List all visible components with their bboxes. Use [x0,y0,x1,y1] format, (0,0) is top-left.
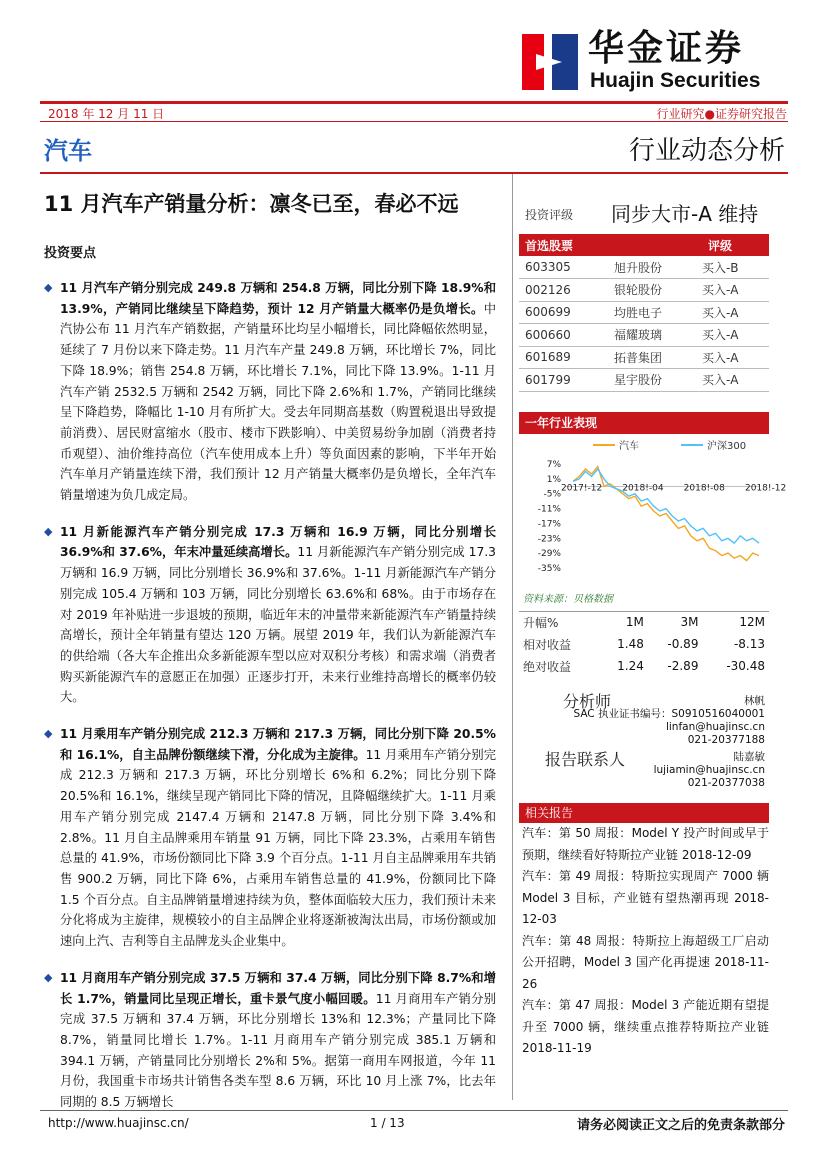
chart-legend [593,439,746,452]
table-row [519,633,769,655]
stock-name: 银轮股份 [614,279,702,302]
paragraph-lead: 11 月商用车产销分别完成 37.5 万辆和 37.4 万辆，同比分别下降 8.7%和增长 1.7%，销量同比呈现正增长，重卡景气度小幅回暖。 [60,970,496,1006]
footer-rule [40,1110,788,1111]
paragraph-lead: 11 月汽车产销分别完成 249.8 万辆和 254.8 万辆，同比分别下降 18.9%和 13.9%，产销同比继续呈下降趋势，预计 12 月产销量大概率仍是负增长。 [60,281,496,316]
page-number: 1 / 13 [370,1116,405,1130]
table-row [519,324,769,347]
header-bottom-rule [40,172,788,174]
contact-role: 报告联系人 [545,750,626,769]
perf-value: 1.48 [617,637,644,651]
stock-rating: 买入-B [702,256,769,279]
paragraph-lead: 11 月新能源汽车产销分别完成 17.3 万辆和 16.9 万辆，同比分别增长 36.9%和 37.6%，年末冲量延续高增长。 [60,524,496,560]
rating-label: 投资评级 [525,208,574,222]
related-report-item[interactable]: 汽车：第 47 周报：Model 3 产能近期有望提升至 7000 辆，继续重点推荐特斯拉产业链 2018-11-19 [522,998,769,1055]
stock-rating: 买入-A [702,346,769,369]
performance-table [519,611,769,678]
related-report-item[interactable]: 汽车：第 49 周报：特斯拉实现周产 7000 辆 Model 3 目标，产业链有望热潮再现 2018-12-03 [522,869,769,926]
paragraph-text: 中汽协公布 11 月汽车产销数据，产销量环比均呈小幅增长，同比降幅依然明显，延续了 7 月份以来下降走势。11 月汽车产量 249.8 万辆，环比增长 7%，同比下降 18.9%；销售 254.8 万辆，环比增长 7.1%，同比下降 13.9%。1-11 月汽车产销 2532.5 万辆和 2542 万辆，同比下降 2.6%和 1.7%，产销同比继续呈下降趋势，降幅比 1-10 月有所扩大。受去年同期高基数（购置税退出导致提前消费）、居民财富缩水（股市、楼市下跌影响）、中美贸易纷争加剧（消费者持币观望）、油价维持高位（汽车使用成本上升）等负面因素的影响，下半年开始汽车单月产销量连续下滑，我们预计 12 月产销量大概率仍是负增长，全年汽车销量增速为负几成定局。 [60,301,496,503]
stock-code: 603305 [519,256,614,279]
legend-label: 汽车 [619,440,639,452]
logo-cn-text: 华金证券 [588,28,745,69]
body-paragraph [44,968,496,1113]
perf-header: 12M [739,615,765,630]
y-tick-label: -11% [537,504,561,515]
table-row [519,655,769,677]
stock-rating: 买入-A [702,369,769,392]
perf-value: -0.89 [667,637,699,651]
diamond-bullet-icon: ◆ [44,524,53,538]
contact-info [654,751,765,790]
stock-code: 600699 [519,301,614,324]
table-row [519,256,769,279]
huajin-logo-icon [522,34,578,90]
table-row [519,301,769,324]
header-mid-rule [40,121,788,122]
column-divider [512,174,513,1100]
sidebar [519,190,787,1060]
body-paragraph [44,522,496,708]
x-tick-label: 2018!-08 [683,482,725,493]
analyst-phone: 021-20377188 [687,734,765,746]
y-tick-label: -17% [537,518,561,529]
sector-label: 汽车 [44,137,92,165]
rating-value: 同步大市-A 维持 [611,202,759,226]
stock-rating: 买入-A [702,324,769,347]
analyst-info [573,695,765,747]
report-type: 行业动态分析 [628,136,785,166]
table-row [519,369,769,392]
related-report-item[interactable]: 汽车：第 50 周报：Model Y 投产时间或早于预期，继续看好特斯拉产业链 2018-12-09 [522,826,769,862]
company-logo [522,30,772,94]
disclaimer-note: 请务必阅读正文之后的免责条款部分 [576,1118,785,1133]
paragraph-text: 11 月乘用车产销分别完成 212.3 万辆和 217.3 万辆，环比分别增长 6%和 6.2%；同比分别下降 20.5%和 16.1%，继续呈现产销同比下降的情况，且降幅继续扩大。1-11 月乘用车产销分别完成 2147.4 万辆和 2147.8 万辆，同比分别下降 3.4%和 2.8%。11 月自主品牌乘用车销量 91 万辆，同比下降 23.3%，占乘用车销售总量的 41.9%，市场份额同比下降 3.9 个百分点。1-11 月自主品牌乘用车共销售 900.2 万辆，同比下降 6%，占乘用车销售总量的 41.9%，份额同比下降 1.5 个百分点。自主品牌销量增速持续为负，整体面临较大压力，我们预计未来分化将成为主旋律，规模较小的自主品牌企业将逐渐被淘汰出局，市场份额或加速向上汽、吉利等自主品牌龙头企业集中。 [60,747,496,949]
chart-section-title: 一年行业表现 [519,412,769,434]
table-row [519,611,769,633]
perf-header: 3M [680,615,699,630]
analyst-cert: SAC 执业证书编号：S0910516040001 [573,708,765,720]
logo-en-text: Huajin Securities [590,69,761,92]
report-date: 2018 年 12 月 11 日 [48,107,165,121]
stock-code: 601689 [519,346,614,369]
x-tick-label: 2017!-12 [561,482,603,493]
line-chart [519,434,787,584]
contact-email[interactable]: lujiamin@huajinsc.cn [653,764,765,776]
perf-value: -8.13 [733,637,765,651]
stock-rating: 买入-A [702,301,769,324]
analyst-email[interactable]: linfan@huajinsc.cn [665,721,765,733]
stock-table [519,234,769,392]
analyst-name: 林帆 [744,695,765,707]
chart-source: 资料来源：贝格数据 [523,593,613,605]
perf-label: 相对收益 [523,637,572,652]
y-tick-label: -23% [537,533,561,544]
header-top-rule [40,101,788,104]
performance-chart [519,434,787,584]
y-tick-label: 1% [546,474,561,485]
stock-name: 拓普集团 [614,346,702,369]
table-row [519,346,769,369]
related-reports-list [519,823,769,1060]
perf-label: 绝对收益 [523,659,572,674]
body-paragraph [44,278,496,506]
y-tick-label: -5% [543,489,561,500]
paragraph-text: 11 月商用车产销分别完成 37.5 万辆和 37.4 万辆，环比分别增长 13%和 12.3%；产量同比下降 8.7%，销量同比增长 1.7%。1-11 月商用车产销分别完成 385.1 万辆和 394.1 万辆，产销量同比分别增长 2%和 5%。据第一商用车网报道，今年 11 月份，我国重卡市场共计销售各类车型 8.6 万辆，环比 10 月上涨 7%，比去年同期的 8.5 万辆增长 [60,991,496,1110]
y-tick-label: -29% [537,548,561,559]
series-line-auto [573,466,759,560]
stock-table-header [519,234,769,256]
x-tick-label: 2018!-12 [745,482,787,493]
stock-code: 601799 [519,369,614,392]
col-header-stock: 首选股票 [519,234,702,256]
y-tick-label: -35% [537,563,561,574]
perf-value: -2.89 [667,659,699,673]
stock-name: 旭升股份 [614,256,702,279]
col-header-rating: 评级 [702,234,769,256]
footer-url[interactable]: http://www.huajinsc.cn/ [48,1116,189,1130]
report-title: 11 月汽车产销量分析：凛冬已至，春必不远 [44,192,459,216]
related-reports-title: 相关报告 [519,803,769,823]
contact-name: 陆嘉敏 [733,751,765,763]
analyst-role: 分析师 [563,692,612,711]
key-points-heading: 投资要点 [44,246,97,261]
chart-lines [573,466,759,560]
contact-phone: 021-20377038 [687,777,765,789]
legend-label: 沪深300 [707,440,747,452]
body-paragraph [44,724,496,952]
stock-name: 星宇股份 [614,369,702,392]
analyst-block [519,689,769,799]
diamond-bullet-icon: ◆ [44,281,53,294]
paragraph-text: 11 月新能源汽车产销分别完成 17.3 万辆和 16.9 万辆，同比分别增长 36.9%和 37.6%。1-11 月新能源汽车产销分别完成 105.4 万辆和 103 万辆，同比分别增长 63.6%和 68%。由于市场存在对 2019 年补贴进一步退坡的预期，临近年末的冲量带来新能源汽车产销量持续高增长，预计全年销量有望达 120 万辆。展望 2019 年，我们认为新能源汽车的供给端（各大车企推出众多新能源车型以应对双积分考核）和需求端（消费者购买新能源汽车的意愿正在加强）正逐步打开，未来行业维持高增长的概率仍较大。 [60,545,496,705]
stock-code: 600660 [519,324,614,347]
y-tick-label: 7% [546,459,561,470]
main-body [44,278,496,1129]
diamond-bullet-icon: ◆ [44,970,53,984]
perf-value: 1.24 [617,659,644,673]
stock-name: 均胜电子 [614,301,702,324]
paragraph-lead: 11 月乘用车产销分别完成 212.3 万辆和 217.3 万辆，同比分别下降 20.5%和 16.1%，自主品牌份额继续下滑，分化成为主旋律。 [60,727,496,762]
x-tick-label: 2018!-04 [622,482,664,493]
series-line-hs300 [573,469,759,543]
related-report-item[interactable]: 汽车：第 48 周报：特斯拉上海超级工厂启动公开招聘，Model 3 国产化再提速 2018-11-26 [522,933,769,991]
table-row [519,279,769,302]
stock-name: 福耀玻璃 [614,324,702,347]
perf-value: -30.48 [726,659,765,673]
stock-rating: 买入-A [702,279,769,302]
perf-header: 1M [625,615,644,630]
rating-row [519,190,769,234]
diamond-bullet-icon: ◆ [44,727,53,741]
stock-code: 002126 [519,279,614,302]
perf-header: 升幅% [523,615,559,630]
report-category: 行业研究●证券研究报告 [656,107,787,121]
